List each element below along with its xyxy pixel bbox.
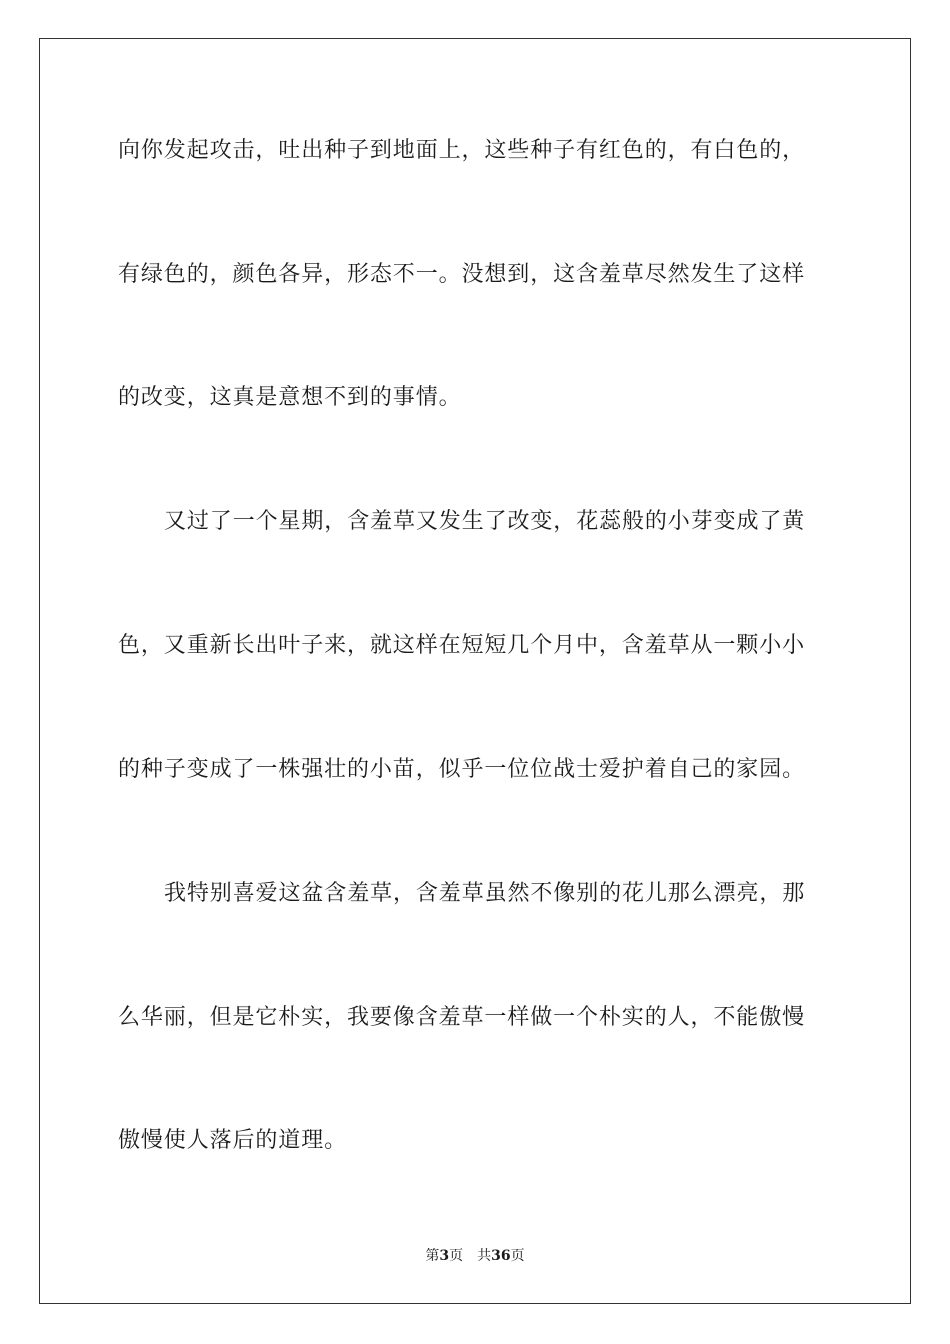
text-line-2: 有绿色的，颜色各异，形态不一。没想到，这含羞草尽然发生了这样	[118, 262, 806, 287]
page-border	[39, 38, 911, 1304]
text-line-1: 向你发起攻击，吐出种子到地面上，这些种子有红色的，有白色的，	[118, 138, 806, 163]
text-line-6: 的种子变成了一株强壮的小苗，似乎一位位战士爱护着自己的家园。	[118, 757, 806, 782]
total-pages: 36	[491, 1248, 511, 1264]
page-footer	[0, 1246, 950, 1266]
text-line-4: 又过了一个星期，含羞草又发生了改变，花蕊般的小芽变成了黄	[164, 509, 806, 534]
text-line-5: 色，又重新长出叶子来，就这样在短短几个月中，含羞草从一颗小小	[118, 633, 806, 658]
page-prefix: 第	[425, 1248, 440, 1264]
text-line-3: 的改变，这真是意想不到的事情。	[118, 385, 462, 410]
text-line-8: 么华丽，但是它朴实，我要像含羞草一样做一个朴实的人，不能傲慢	[118, 1005, 806, 1030]
total-suffix: 页	[510, 1248, 525, 1264]
page-suffix: 页	[449, 1248, 464, 1264]
page-number: 3	[439, 1248, 450, 1264]
text-line-7: 我特别喜爱这盆含羞草，含羞草虽然不像别的花儿那么漂亮，那	[164, 881, 806, 906]
total-prefix: 共	[477, 1248, 492, 1264]
text-line-9: 傲慢使人落后的道理。	[118, 1128, 348, 1153]
